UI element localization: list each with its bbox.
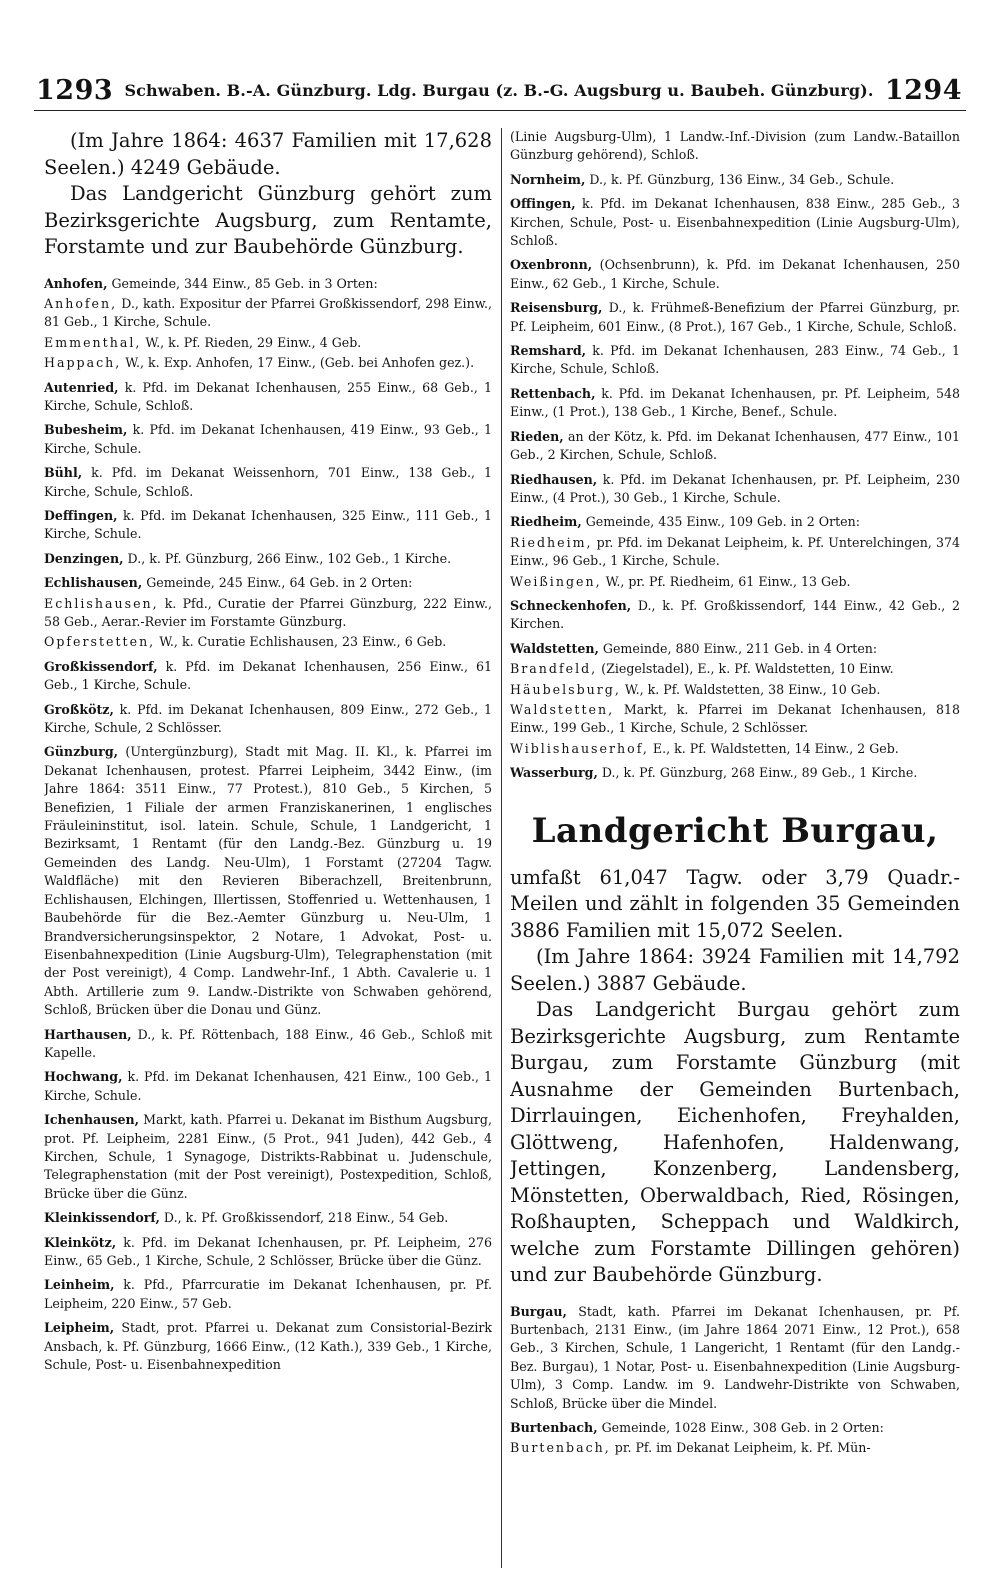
entry-text: Gemeinde, 245 Einw., 64 Geb. in 2 Orten: [142,575,413,591]
entry-heading: Günzburg, [44,744,119,760]
entry-text: Markt, kath. Pfarrei u. Dekanat im Bisthum Augsburg, prot. Pf. Leipheim, 2281 Einw., (5 Prot., 941 Juden), 442 Geb., 4 Kirchen, Schule, 1 Synagoge, Distrikts-Rabbinat u. Judenschule, Telegraphenstation (mit der Post vereinigt), Postexpedition, Schloß, Brücke über die Günz. [44,1112,492,1201]
entry-text: Gemeinde, 1028 Einw., 308 Geb. in 2 Orten: [597,1420,884,1436]
left-column [44,128,492,1568]
entry-heading: Deffingen, [44,507,118,523]
entry-text: pr. Pfd. im Dekanat Leipheim, k. Pf. Unterelchingen, 374 Einw., 96 Geb., 1 Kirche, Schule. [510,534,960,569]
entry-heading: Burtenbach, [510,1440,611,1456]
sub-entry [510,573,960,591]
entry-heading: Wasserburg, [510,765,598,781]
entry-heading: Reisensburg, [510,300,603,316]
entry-heading: Echlishausen, [44,595,159,611]
entry-heading: Happach, [44,355,122,371]
sub-entry [510,660,960,678]
entry-heading: Kleinkissendorf, [44,1210,160,1226]
entry-text: k. Pfd. im Dekanat Ichenhausen, 838 Einw., 285 Geb., 3 Kirchen, Schule, Post- u. Eisenbahnexpedition (Linie Augsburg-Ulm), Schloß. [510,196,960,249]
entry-text: k. Pfd., Pfarrcuratie im Dekanat Ichenhausen, pr. Pf. Leipheim, 220 Einw., 57 Geb. [44,1277,492,1311]
entry-text: k. Pfd. im Dekanat Ichenhausen, pr. Pf. Leipheim, 548 Einw., (1 Prot.), 138 Geb., 1 Kirche, Benef., Schule. [510,385,960,420]
entry-text: k. Pfd. im Dekanat Ichenhausen, 256 Einw., 61 Geb., 1 Kirche, Schule. [44,658,492,693]
entry-heading: Echlishausen, [44,575,143,591]
entry-heading: Kleinkötz, [44,1234,117,1250]
entry-heading: Waldstetten, [510,701,615,717]
entry-heading: Autenried, [44,379,119,395]
intro-court-info: Das Landgericht Günzburg gehört zum Bezirksgerichte Augsburg, zum Rentamte, Forstamte und zur Baubehörde Günzburg. [44,182,492,258]
running-title: Schwaben. B.-A. Günzburg. Ldg. Burgau (z. B.-G. Augsburg u. Baubeh. Günzburg). [124,80,874,100]
entry-heading: Waldstetten, [510,640,599,656]
entry [510,342,960,379]
entry-heading: Remshard, [510,343,587,359]
entry [44,658,492,695]
entry-heading: Leipheim, [44,1320,115,1336]
entry [510,597,960,634]
entry-heading: Burtenbach, [510,1420,598,1436]
entry-heading: Leinheim, [44,1277,115,1293]
entry [44,701,492,738]
entry-text: k. Pfd. im Dekanat Ichenhausen, 419 Einw., 93 Geb., 1 Kirche, Schule. [44,422,492,456]
sub-entry [510,701,960,738]
column-divider [501,128,502,1568]
entry [510,428,960,465]
entry-heading: Nornheim, [510,171,586,187]
entry [44,743,492,1019]
entry [44,507,492,544]
entry-text: Gemeinde, 435 Einw., 109 Geb. in 2 Orten: [581,514,860,530]
entry-text: (Untergünzburg), Stadt mit Mag. II. Kl., k. Pfarrei im Dekanat Ichenhausen, protest. Pfarrei Leipheim, 3442 Einw., (im Jahre 1864: 3511 Einw., 77 Protest.), 810 Geb., 5 Kirchen, 5 Benefizien, 1 Filiale der armen Franziskanerinen, 1 englisches Fräuleininstitut, isol. latein. Schule, Schule, 1 Landgericht, 1 Bezirksamt, 1 Rentamt (für den Landg.-Bez. Günzburg u. 19 Gemeinden des Landg. Neu-Ulm), 1 Forstamt (27204 Tagw. Waldfläche) mit den Revieren Biberachzell, Breitenbrunn, Echlishausen, Elchingen, Illertissen, Stoffenried u. Wettenhausen, 1 Baubehörde für die Bez.-Aemter Günzburg u. Neu-Ulm, 1 Brandversicherungsinspektor, 2 Notare, 1 Advokat, Post- u. Eisenbahnexpedition (Linie Augsburg-Ulm), Telegraphenstation (mit der Post vereinigt), 4 Comp. Landwehr-Inf., 1 Abth. Cavalerie u. 1 Abth. Artillerie zum 9. Landw.-Distrikte von Schwaben gehörend, Schloß, Brücken über die Donau und Günz. [44,744,492,1018]
entry-heading: Riedheim, [510,514,582,530]
entry-text: D., k. Pf. Günzburg, 268 Einw., 89 Geb., 1 Kirche. [597,765,918,781]
entry-heading: Opferstetten, [44,634,156,650]
entry-text: D., k. Frühmeß-Benefizium der Pfarrei Günzburg, pr. Pf. Leipheim, 601 Einw., (8 Prot.), 167 Geb., 1 Kirche, Schule, Schloß. [510,300,960,334]
entry-text: Stadt, kath. Pfarrei im Dekanat Ichenhausen, pr. Pf. Burtenbach, 2131 Einw., (im Jahre 1864 2071 Einw., 12 Prot.), 658 Geb., 3 Kirchen, Schule, 1 Langericht, 1 Rentamt (für den Landg.-Bez. Burgau), 1 Notar, Post- u. Eisenbahnexpedition (Linie Augsburg-Ulm), 3 Comp. Landw. im 9. Landwehr-Distrikte von Schwaben, Schloß, Brücke über die Mindel. [510,1303,960,1411]
entry-heading: Offingen, [510,196,576,212]
entry-text: D., kath. Expositur der Pfarrei Großkissendorf, 298 Einw., 81 Geb., 1 Kirche, Schule. [44,295,492,330]
entry-heading: Bühl, [44,465,83,481]
entry-heading: Wiblishauserhof, [510,740,649,756]
entry [44,275,492,293]
entry-text: W., pr. Pf. Riedheim, 61 Einw., 13 Geb. [601,573,851,589]
entry-text: k. Pfd., Curatie der Pfarrei Günzburg, 222 Einw., 58 Geb., Aerar.-Revier im Forstamte Günzburg. [44,595,492,629]
section-families: (Im Jahre 1864: 3924 Familien mit 14,792 Seelen.) 3887 Gebäude. [510,945,960,995]
entry [510,1303,960,1413]
entry [44,1276,492,1313]
continuation-text: (Linie Augsburg-Ulm), 1 Landw.-Inf.-Division (zum Landw.-Bataillon Günzburg gehörend), Schloß. [510,129,960,163]
entry-heading: Burgau, [510,1303,567,1319]
entry [44,574,492,592]
entry [510,171,960,189]
sub-entry [44,334,492,352]
entry-text: W., k. Curatie Echlishausen, 23 Einw., 6 Geb. [155,634,447,650]
entry-text: D., k. Pf. Röttenbach, 188 Einw., 46 Geb., Schloß mit Kapelle. [44,1026,492,1060]
sub-entry [44,354,492,372]
entry-heading: Brandfeld, [510,661,598,677]
entry [44,1111,492,1203]
section-summary: umfaßt 61,047 Tagw. oder 3,79 Quadr.-Meilen und zählt in folgenden 35 Gemeinden 3886 Familien mit 15,072 Seelen. [510,865,960,942]
entry [510,256,960,293]
entry [510,299,960,336]
entry-text: Markt, k. Pfarrei im Dekanat Ichenhausen, 818 Einw., 199 Geb., 1 Kirche, Schule, 2 Schlösser. [510,701,960,736]
entry-heading: Häubelsburg, [510,681,621,697]
entry-heading: Ichenhausen, [44,1112,140,1128]
entry-text: D., k. Pf. Großkissendorf, 218 Einw., 54 Geb. [159,1210,449,1226]
entry [510,513,960,531]
sub-entry [44,633,492,651]
entry-heading: Rieden, [510,428,564,444]
entry-text: E., k. Pf. Waldstetten, 14 Einw., 2 Geb. [648,740,899,756]
entry [510,764,960,782]
entry [44,464,492,501]
entry-heading: Bubesheim, [44,422,128,438]
intro-families: (Im Jahre 1864: 4637 Familien mit 17,628 Seelen.) 4249 Gebäude. [44,129,492,179]
entry [44,1319,492,1374]
entry-text: D., k. Pf. Günzburg, 266 Einw., 102 Geb., 1 Kirche. [123,550,452,566]
entry-text: Stadt, prot. Pfarrei u. Dekanat zum Consistorial-Bezirk Ansbach, k. Pf. Günzburg, 1666 Einw., (12 Kath.), 339 Geb., 1 Kirche, Schule, Post- u. Eisenbahnexpedition [44,1320,492,1373]
sub-entry [510,1439,960,1457]
entry-heading: Hochwang, [44,1069,123,1085]
sub-entry [44,595,492,632]
entry [44,550,492,568]
entry [44,421,492,458]
entry [510,640,960,658]
entry-text: D., k. Pf. Großkissendorf, 144 Einw., 42 Geb., 2 Kirchen. [510,597,960,632]
entry-text: k. Pfd. im Dekanat Ichenhausen, pr. Pf. Leipheim, 230 Einw., (4 Prot.), 30 Geb., 1 Kirche, Schule. [510,471,960,505]
entry-text: W., k. Pf. Waldstetten, 38 Einw., 10 Geb. [620,681,881,697]
entry [44,1234,492,1271]
entry-text: an der Kötz, k. Pfd. im Dekanat Ichenhausen, 477 Einw., 101 Geb., 2 Kirchen, Schule, Schloß. [510,428,960,463]
entry-heading: Riedhausen, [510,471,598,487]
entry-heading: Schneckenhofen, [510,597,632,613]
section-court-info: Das Landgericht Burgau gehört zum Bezirksgerichte Augsburg, zum Rentamte Burgau, zum Forstamte Günzburg (mit Ausnahme der Gemeinden Burtenbach, Dirrlauingen, Eichenhofen, Freyhalden, Glöttweng, Hafenhofen, Haldenwang, Jettingen, Konzenberg, Landensberg, Mönstetten, Oberwaldbach, Ried, Rösingen, Roßhaupten, Scheppach und Waldkirch, welche zum Forstamte Dillingen gehören) und zur Baubehörde Günzburg. [510,998,960,1287]
entry-heading: Oxenbronn, [510,257,593,273]
entry [44,1026,492,1063]
entry-text: (Ochsenbrunn), k. Pfd. im Dekanat Ichenhausen, 250 Einw., 62 Geb., 1 Kirche, Schule. [510,257,960,291]
entry [510,195,960,250]
entry-text: W., k. Pf. Rieden, 29 Einw., 4 Geb. [141,334,362,350]
section-title: Landgericht Burgau, [531,810,939,851]
entry [44,1068,492,1105]
page-number-right: 1294 [884,74,962,106]
entry-heading: Riedheim, [510,534,593,550]
entry-heading: Harthausen, [44,1026,132,1042]
entry-heading: Großkötz, [44,701,114,717]
entry-heading: Rettenbach, [510,385,596,401]
entry-heading: Anhofen, [44,275,108,291]
entry-heading: Weißingen, [510,573,602,589]
entry-text: Gemeinde, 880 Einw., 211 Geb. in 4 Orten: [598,640,878,656]
sub-entry [510,740,960,758]
entry-heading: Denzingen, [44,550,124,566]
entry-text: k. Pfd. im Dekanat Ichenhausen, 809 Einw., 272 Geb., 1 Kirche, Schule, 2 Schlösser. [44,701,492,736]
sub-entry [510,534,960,571]
page-header [34,70,966,111]
entry-text: k. Pfd. im Dekanat Ichenhausen, pr. Pf. Leipheim, 276 Einw., 65 Geb., 1 Kirche, Schule, 2 Schlösser, Brücke über die Günz. [44,1234,492,1268]
entry-heading: Großkissendorf, [44,658,158,674]
entry-text: k. Pfd. im Dekanat Ichenhausen, 325 Einw., 111 Geb., 1 Kirche, Schule. [44,507,492,542]
entry-text: k. Pfd. im Dekanat Weissenhorn, 701 Einw., 138 Geb., 1 Kirche, Schule, Schloß. [44,465,492,499]
entry [44,1209,492,1227]
sub-entry [510,681,960,699]
entry-text: pr. Pf. im Dekanat Leipheim, k. Pf. Mün- [610,1440,871,1456]
entry-heading: Emmenthal, [44,334,142,350]
entry [510,1419,960,1437]
entry-text: W., k. Exp. Anhofen, 17 Einw., (Geb. bei Anhofen gez.). [121,355,475,371]
entry-text: k. Pfd. im Dekanat Ichenhausen, 283 Einw., 74 Geb., 1 Kirche, Schule, Schloß. [510,343,960,377]
entry [510,471,960,508]
entry [510,385,960,422]
entry-text: D., k. Pf. Günzburg, 136 Einw., 34 Geb., Schule. [585,171,895,187]
right-column [510,128,960,1568]
entry [44,379,492,416]
sub-entry [44,295,492,332]
entry-text: k. Pfd. im Dekanat Ichenhausen, 255 Einw., 68 Geb., 1 Kirche, Schule, Schloß. [44,379,492,413]
entry-text: (Ziegelstadel), E., k. Pf. Waldstetten, 10 Einw. [597,661,894,677]
entry-text: k. Pfd. im Dekanat Ichenhausen, 421 Einw., 100 Geb., 1 Kirche, Schule. [44,1069,492,1103]
entry-heading: Anhofen, [44,295,118,311]
entry-text: Gemeinde, 344 Einw., 85 Geb. in 3 Orten: [107,275,378,291]
page-number-left: 1293 [36,74,114,106]
